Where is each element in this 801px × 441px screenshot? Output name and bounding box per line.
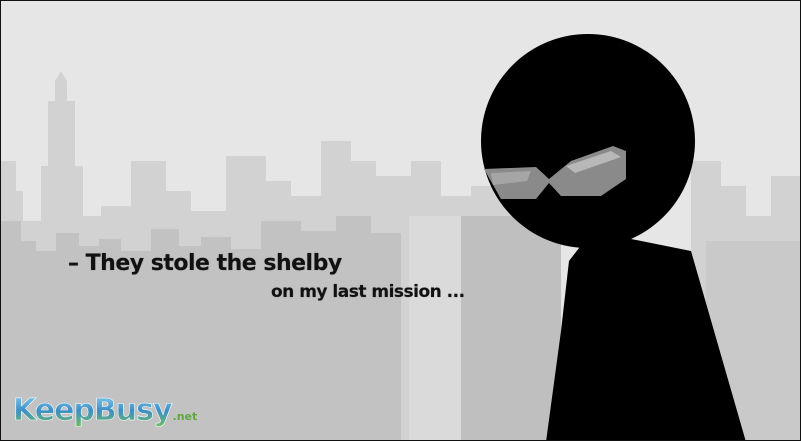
dialogue-line-2: on my last mission ... — [271, 282, 465, 302]
keepbusy-logo[interactable] — [13, 393, 197, 428]
light-building — [409, 216, 465, 441]
mid-building — [461, 216, 561, 441]
logo-text: KeepBusy — [13, 393, 172, 428]
cutscene-background — [1, 1, 801, 441]
logo-tld: .net — [172, 410, 198, 423]
dialogue-line-1: – They stole the shelby — [68, 251, 342, 276]
character-head — [481, 34, 695, 248]
